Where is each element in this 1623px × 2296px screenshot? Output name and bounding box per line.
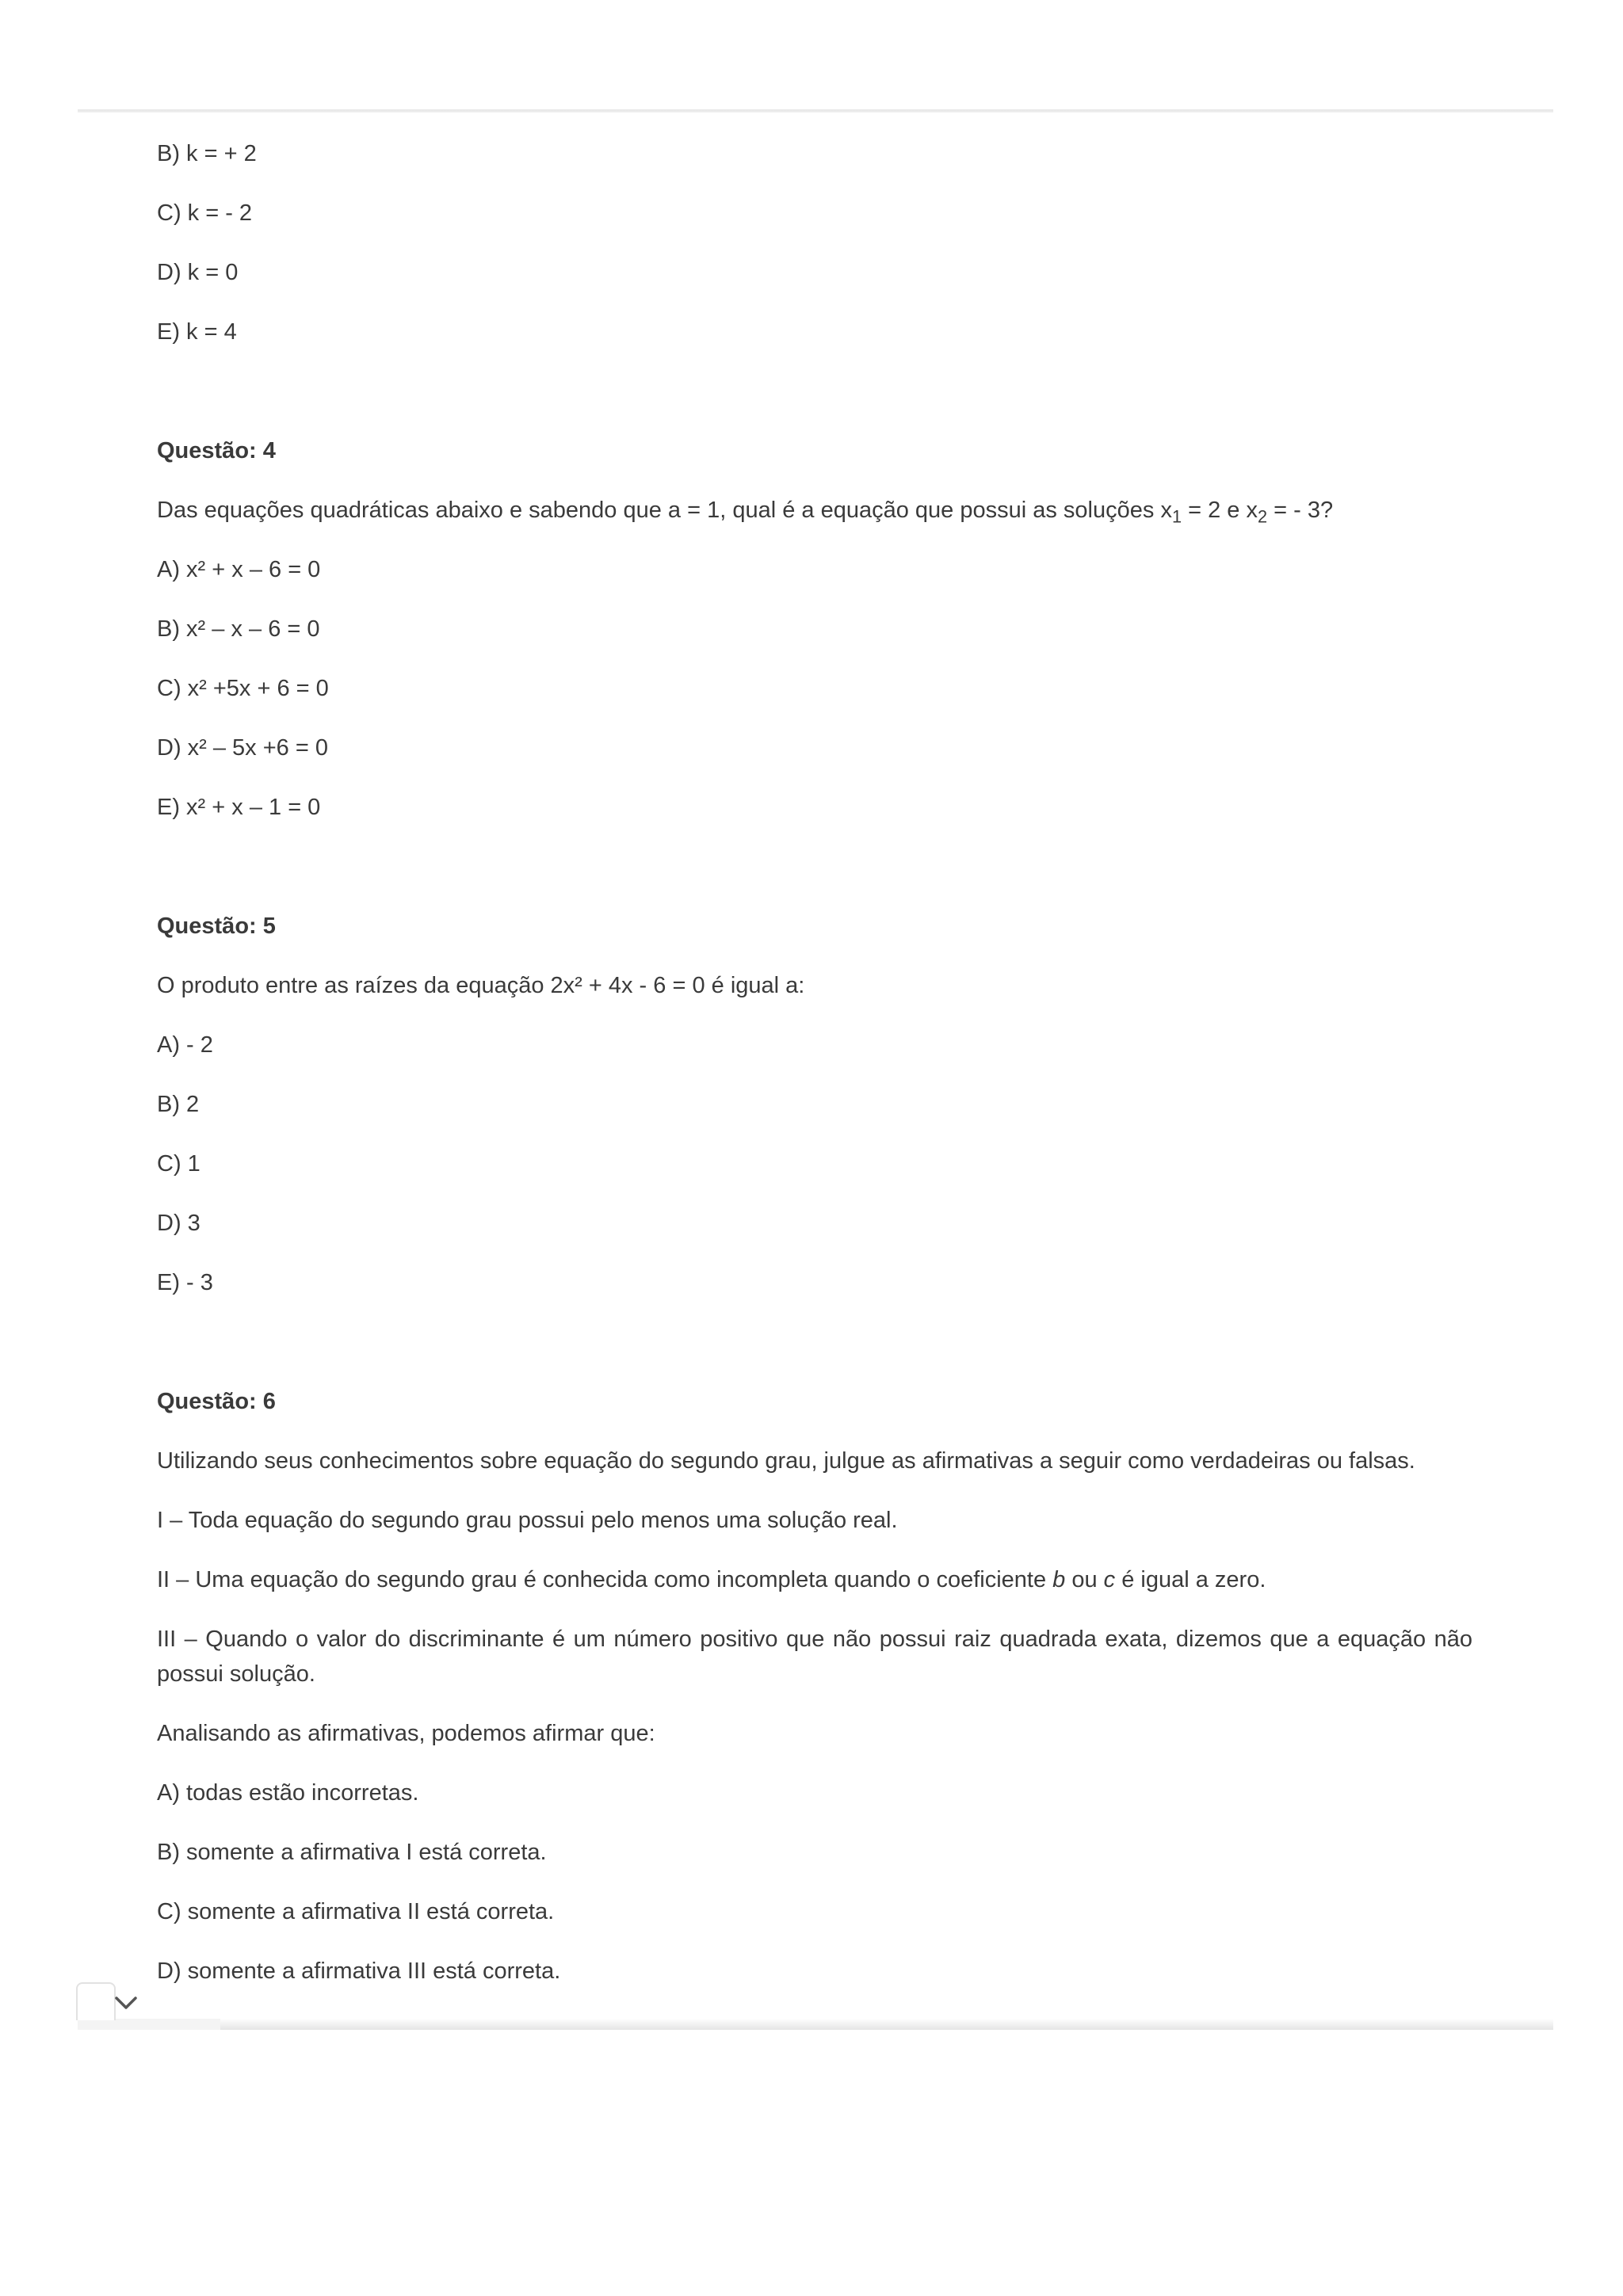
q4-prompt	[157, 493, 1472, 528]
q4-option-d: D) x² – 5x +6 = 0	[157, 735, 328, 761]
q4-option-b: B) x² – x – 6 = 0	[157, 616, 320, 642]
q5-option-a: A) - 2	[157, 1032, 213, 1058]
q6-statement-2-part: II – Uma equação do segundo grau é conhecida como incompleta quando o coeficiente	[157, 1567, 1053, 1592]
q3-option-e: E) k = 4	[157, 319, 237, 345]
q6-option-c: C) somente a afirmativa II está correta.	[157, 1899, 555, 1924]
q5-option-b: B) 2	[157, 1092, 200, 1117]
q4-prompt-part: = - 3?	[1267, 498, 1334, 523]
q6-option-b: B) somente a afirmativa I está correta.	[157, 1840, 547, 1865]
q3-option-c: C) k = - 2	[157, 200, 253, 226]
q4-option-e: E) x² + x – 1 = 0	[157, 795, 321, 820]
q4-heading: Questão: 4	[157, 438, 276, 463]
q6-heading: Questão: 6	[157, 1389, 276, 1414]
q6-option-d: D) somente a afirmativa III está correta.	[157, 1958, 561, 1984]
q6-analysis: Analisando as afirmativas, podemos afirmar que:	[157, 1721, 655, 1746]
q5-heading: Questão: 5	[157, 913, 276, 939]
footer-strip	[78, 2019, 220, 2030]
q6-statement-2	[157, 1562, 1472, 1597]
q5-option-c: C) 1	[157, 1151, 200, 1177]
q6-statement-2-part: é igual a zero.	[1115, 1567, 1266, 1592]
document-content	[157, 136, 1472, 1989]
q6-statement-2-part: ou	[1065, 1567, 1104, 1592]
scroll-down-button[interactable]	[76, 1982, 116, 2020]
q4-option-c: C) x² +5x + 6 = 0	[157, 676, 329, 701]
q5-option-e: E) - 3	[157, 1270, 213, 1295]
q4-prompt-part: = 2 e x	[1182, 498, 1258, 523]
q6-prompt: Utilizando seus conhecimentos sobre equação do segundo grau, julgue as afirmativas a seguir como verdadeiras ou falsas.	[157, 1448, 1415, 1474]
q5-prompt: O produto entre as raízes da equação 2x² + 4x - 6 = 0 é igual a:	[157, 973, 805, 998]
q6-coef-b: b	[1052, 1567, 1066, 1592]
q4-sub-1: 1	[1171, 506, 1182, 527]
q4-sub-2: 2	[1257, 506, 1268, 527]
q6-coef-c: c	[1103, 1567, 1116, 1592]
page-bottom-shadow	[78, 2019, 1553, 2030]
q5-option-d: D) 3	[157, 1211, 200, 1236]
q6-option-a: A) todas estão incorretas.	[157, 1780, 419, 1806]
q3-option-d: D) k = 0	[157, 260, 239, 285]
q6-statement-1: I – Toda equação do segundo grau possui pelo menos uma solução real.	[157, 1508, 898, 1533]
q3-option-b: B) k = + 2	[157, 141, 257, 166]
chevron-down-icon[interactable]	[114, 1995, 138, 2011]
q4-prompt-part: Das equações quadráticas abaixo e sabendo que a = 1, qual é a equação que possui as soluções x	[157, 498, 1172, 523]
q6-statement-3: III – Quando o valor do discriminante é um número positivo que não possui raiz quadrada exata, dizemos que a equação não possui solução.	[157, 1627, 1472, 1687]
q4-option-a: A) x² + x – 6 = 0	[157, 557, 321, 582]
